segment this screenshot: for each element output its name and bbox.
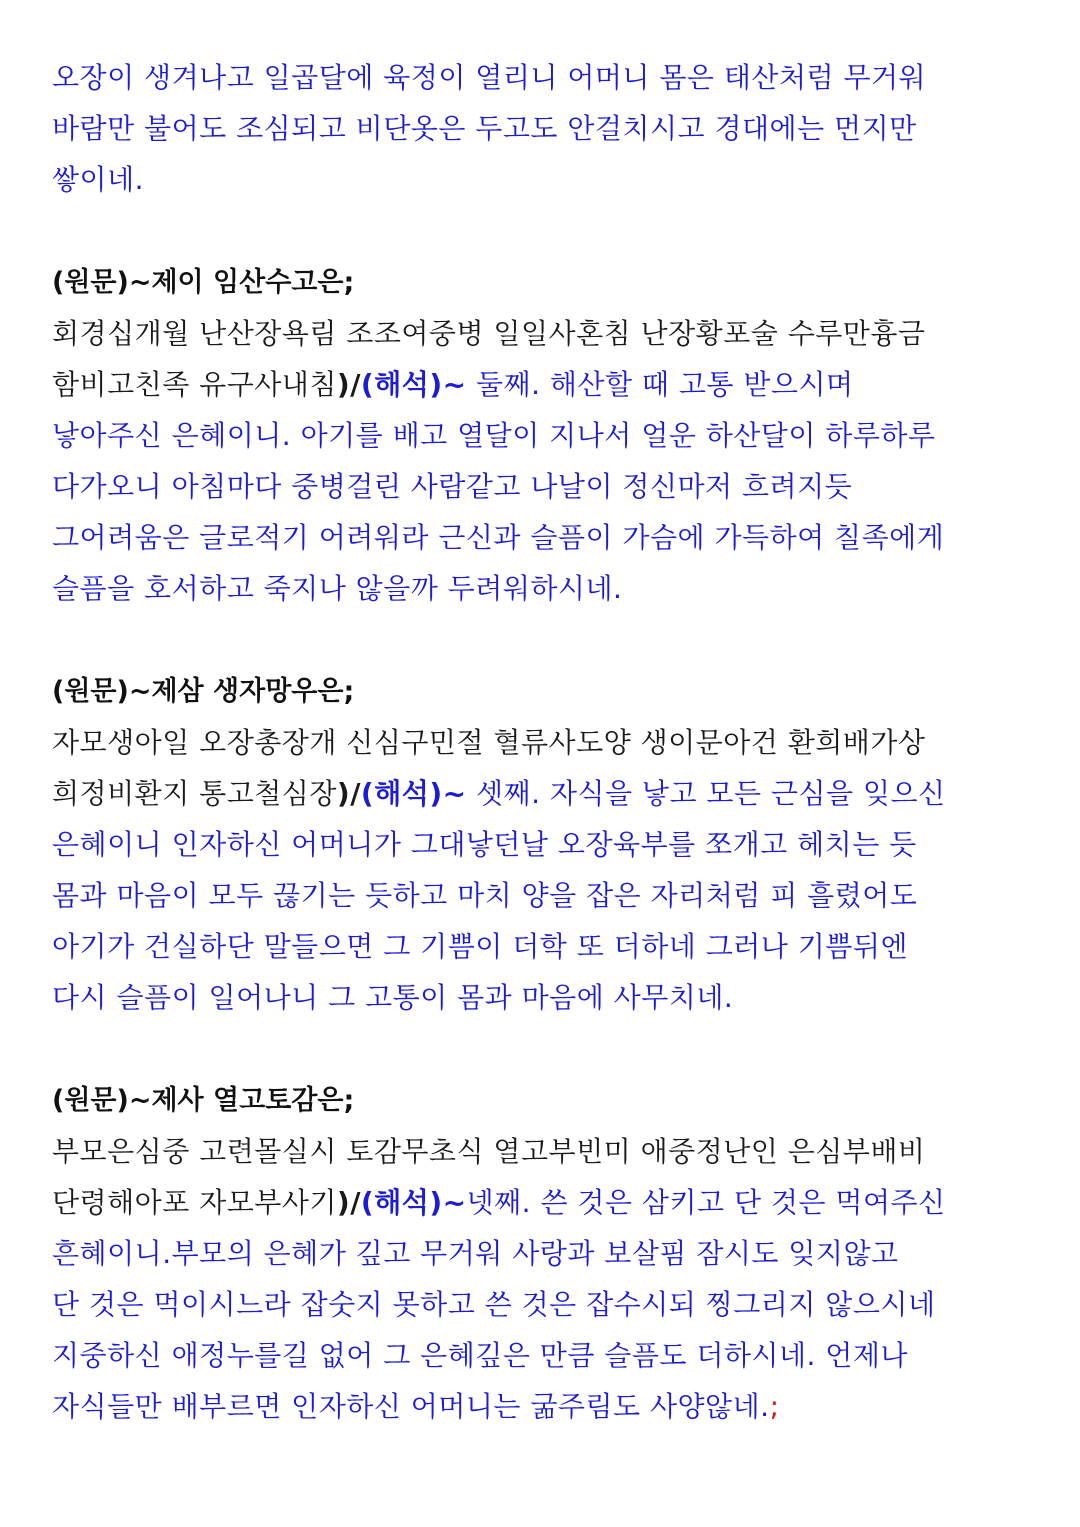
- interpretation-line: 지중하신 애정누를길 없어 그 은혜깊은 만큼 슬픔도 더하시네. 언제나: [52, 1339, 908, 1372]
- original-text-fragment: 희정비환지 통고철심장: [52, 777, 337, 810]
- interpretation-line: 은혜이니 인자하신 어머니가 그대낳던날 오장육부를 쪼개고 헤치는 듯: [52, 828, 917, 861]
- interpretation-start: 셋째. 자식을 낳고 모든 근심을 잊으신: [466, 777, 946, 810]
- interpretation-line: 흔혜이니.부모의 은혜가 깊고 무거워 사랑과 보살핌 잠시도 잊지않고: [52, 1237, 899, 1270]
- interpretation-line: 그어려움은 글로적기 어려워라 근신과 슬픔이 가슴에 가득하여 칠족에게: [52, 521, 945, 554]
- separator-slash: )/: [336, 777, 361, 810]
- original-text-fragment: 함비고친족 유구사내침: [52, 368, 337, 401]
- interpretation-line-text: 자식들만 배부르면 인자하신 어머니는 굶주림도 사양않네.: [52, 1390, 770, 1423]
- original-text-line: 회경십개월 난산장욕림 조조여중병 일일사혼침 난장황포술 수루만흉금: [52, 317, 926, 350]
- section-heading: (원문)~제사 열고토감은;: [52, 1085, 355, 1116]
- interpretation-line: 다가오니 아침마다 중병걸린 사람같고 나날이 정신마저 흐려지듯: [52, 470, 853, 503]
- interpretation-start: 둘째. 해산할 때 고통 받으시며: [466, 368, 854, 401]
- original-text-line: 자모생아일 오장총장개 신심구민절 혈류사도양 생이문아건 환희배가상: [52, 726, 926, 759]
- paragraph-gap: [52, 205, 1042, 257]
- document-page: [52, 52, 1042, 1432]
- original-text-line-with-label: [52, 768, 1042, 819]
- original-text-line: 부모은심중 고련몰실시 토감무초식 열고부빈미 애중정난인 은심부배비: [52, 1135, 926, 1168]
- intro-paragraph: [52, 52, 1042, 205]
- original-text-line-with-label: [52, 359, 1042, 410]
- interpretation-label: (해석)~: [360, 368, 467, 401]
- section-second-blessing: [52, 257, 1042, 614]
- separator-slash: )/: [336, 1186, 361, 1219]
- original-text-fragment: 단령해아포 자모부사기: [52, 1186, 337, 1219]
- interpretation-line: 몸과 마음이 모두 끊기는 듯하고 마치 양을 잡은 자리처럼 피 흘렸어도: [52, 879, 918, 912]
- interpretation-last-line: [52, 1381, 1042, 1432]
- end-mark: ;: [769, 1390, 780, 1423]
- interpretation-label: (해석)~: [360, 777, 467, 810]
- intro-line: 바람만 불어도 조심되고 비단옷은 두고도 안걸치시고 경대에는 먼지만: [52, 112, 917, 145]
- paragraph-gap: [52, 1023, 1042, 1075]
- paragraph-gap: [52, 614, 1042, 666]
- interpretation-line: 다시 슬픔이 일어나니 그 고통이 몸과 마음에 사무치네.: [52, 981, 734, 1014]
- interpretation-line: 슬픔을 호서하고 죽지나 않을까 두려워하시네.: [52, 572, 623, 605]
- interpretation-line: 단 것은 먹이시느라 잡숫지 못하고 쓴 것은 잡수시되 찡그리지 않으시네: [52, 1288, 936, 1321]
- interpretation-label: (해석)~: [360, 1186, 467, 1219]
- section-third-blessing: [52, 666, 1042, 1023]
- original-text-line-with-label: [52, 1177, 1042, 1228]
- section-heading: (원문)~제이 임산수고은;: [52, 267, 355, 298]
- interpretation-line: 아기가 건실하단 말들으면 그 기쁨이 더학 또 더하네 그러나 기쁨뒤엔: [52, 930, 908, 963]
- section-fourth-blessing: [52, 1075, 1042, 1432]
- interpretation-line: 낳아주신 은혜이니. 아기를 배고 열달이 지나서 얼운 하산달이 하루하루: [52, 419, 936, 452]
- intro-line: 쌓이네.: [52, 163, 145, 196]
- section-heading: (원문)~제삼 생자망우은;: [52, 676, 355, 707]
- intro-line: 오장이 생겨나고 일곱달에 육정이 열리니 어머니 몸은 태산처럼 무거워: [52, 61, 927, 94]
- separator-slash: )/: [336, 368, 361, 401]
- interpretation-start: 넷째. 쓴 것은 삼키고 단 것은 먹여주신: [466, 1186, 946, 1219]
